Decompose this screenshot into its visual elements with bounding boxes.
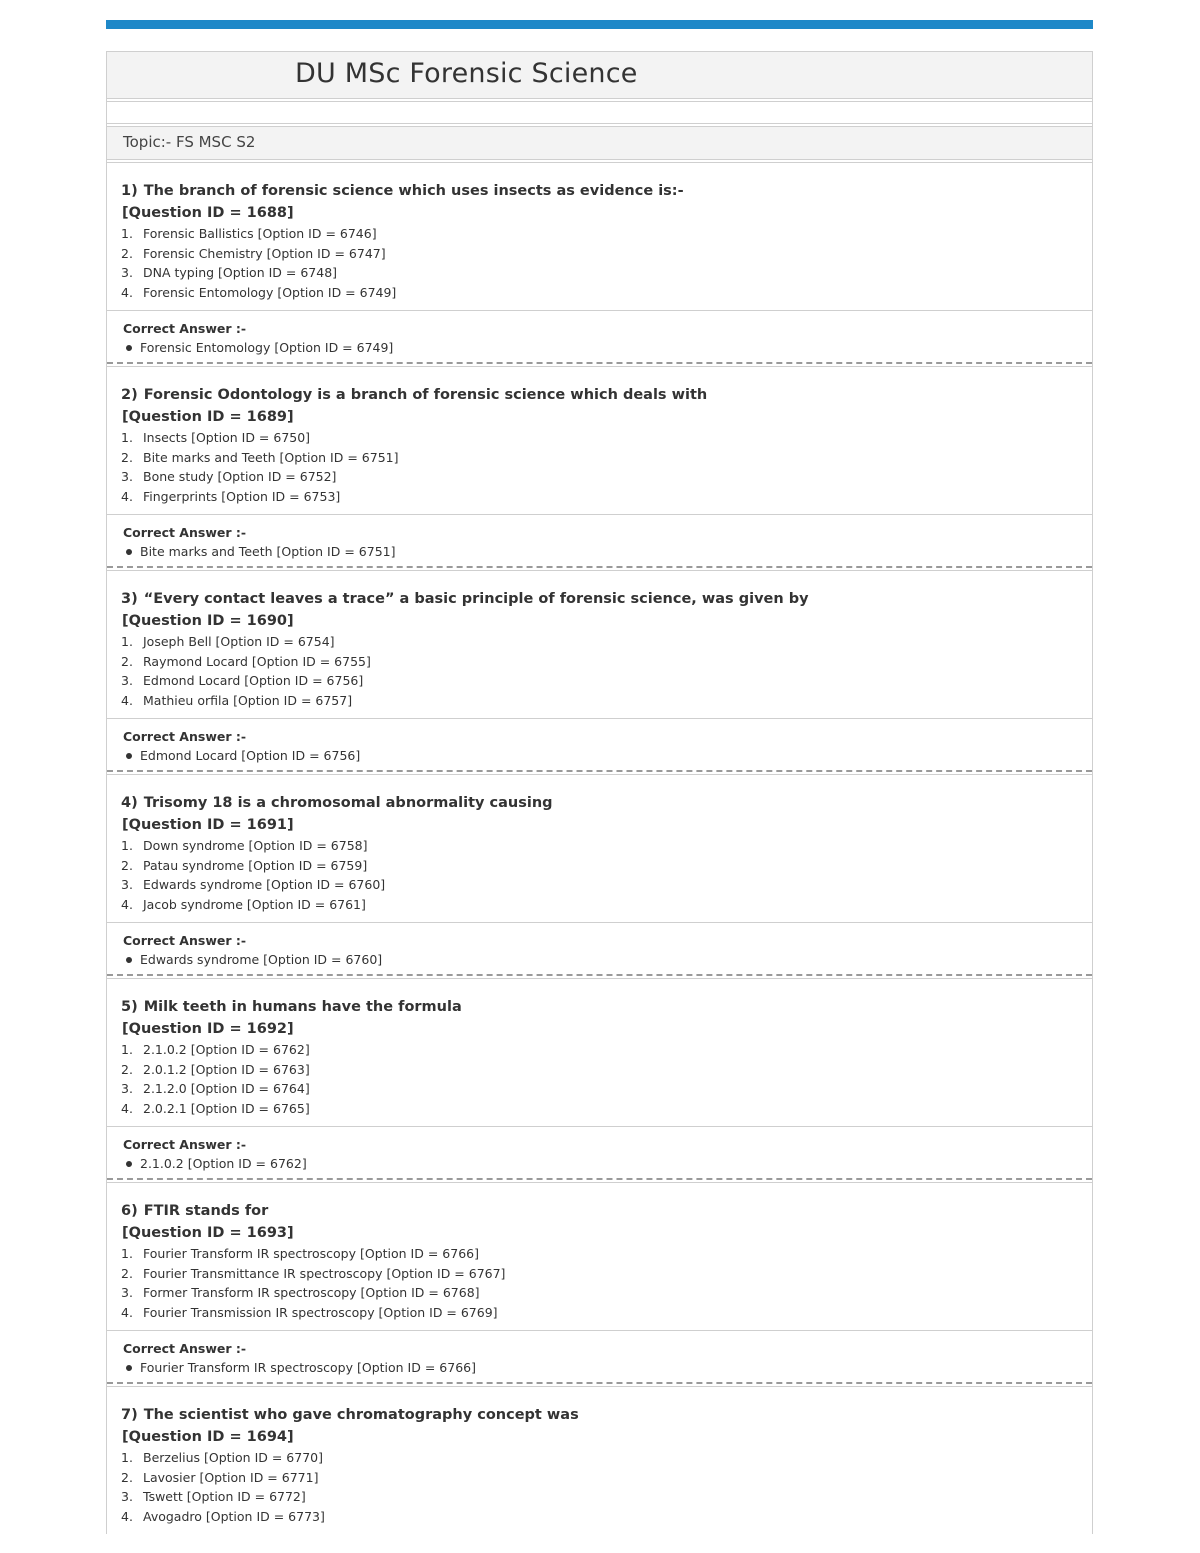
question-text-line xyxy=(121,793,1092,814)
option-text: Forensic Entomology [Option ID = 6749] xyxy=(143,284,397,300)
question-text: Milk teeth in humans have the formula xyxy=(143,999,462,1015)
question-text: The scientist who gave chromatography concept was xyxy=(143,1407,579,1423)
correct-answer-value xyxy=(123,1154,1092,1174)
question-text-line xyxy=(121,1405,1092,1426)
option-number: 1. xyxy=(121,1042,133,1057)
option-item xyxy=(121,448,1092,468)
option-text: Fingerprints [Option ID = 6753] xyxy=(143,488,341,504)
question-block xyxy=(107,162,1092,310)
option-item xyxy=(121,224,1092,244)
question-number: 5) xyxy=(121,999,138,1015)
option-number: 1. xyxy=(121,430,133,445)
correct-answer-value xyxy=(123,542,1092,562)
correct-answer-block xyxy=(107,922,1092,976)
question-text: Forensic Odontology is a branch of forensic science which deals with xyxy=(143,387,708,403)
question-id: [Question ID = 1691] xyxy=(122,817,294,833)
option-number: 2. xyxy=(121,245,133,261)
correct-answer-label: Correct Answer :- xyxy=(123,1341,247,1356)
option-text: 2.1.0.2 [Option ID = 6762] xyxy=(143,1042,310,1057)
option-text: Avogadro [Option ID = 6773] xyxy=(143,1508,325,1524)
question-block xyxy=(107,1182,1092,1330)
question-id: [Question ID = 1694] xyxy=(122,1429,294,1445)
option-item xyxy=(121,283,1092,303)
option-item xyxy=(121,428,1092,448)
option-list xyxy=(121,836,1092,914)
option-text: Berzelius [Option ID = 6770] xyxy=(143,1450,323,1465)
question-block xyxy=(107,978,1092,1126)
question-number: 2) xyxy=(121,387,138,403)
option-text: Down syndrome [Option ID = 6758] xyxy=(143,838,368,853)
option-item xyxy=(121,1448,1092,1468)
option-text: 2.0.2.1 [Option ID = 6765] xyxy=(143,1100,310,1116)
option-item xyxy=(121,1244,1092,1264)
question-text: “Every contact leaves a trace” a basic principle of forensic science, was given by xyxy=(143,591,809,607)
option-list xyxy=(121,1040,1092,1118)
question-text: The branch of forensic science which uses insects as evidence is:- xyxy=(143,183,684,199)
option-item xyxy=(121,836,1092,856)
option-item xyxy=(121,467,1092,487)
question-text-line xyxy=(121,1201,1092,1222)
option-number: 3. xyxy=(121,265,133,280)
option-item xyxy=(121,1060,1092,1080)
option-number: 1. xyxy=(121,634,133,649)
option-text: Bone study [Option ID = 6752] xyxy=(143,469,337,484)
correct-answer-value xyxy=(123,338,1092,358)
option-list xyxy=(121,632,1092,710)
option-item xyxy=(121,487,1092,507)
option-number: 3. xyxy=(121,1081,133,1096)
option-text: Mathieu orfila [Option ID = 6757] xyxy=(143,692,353,708)
correct-answer-label: Correct Answer :- xyxy=(123,321,247,336)
option-number: 3. xyxy=(121,469,133,484)
correct-answer-value xyxy=(123,950,1092,970)
option-text: Former Transform IR spectroscopy [Option ID = 6768] xyxy=(143,1285,480,1300)
bullet-icon xyxy=(126,957,132,963)
option-text: Joseph Bell [Option ID = 6754] xyxy=(143,634,335,649)
question-text-line xyxy=(121,385,1092,406)
question-block xyxy=(107,366,1092,514)
option-item xyxy=(121,1468,1092,1488)
option-item xyxy=(121,1099,1092,1119)
option-number: 4. xyxy=(121,488,133,504)
option-number: 1. xyxy=(121,226,133,241)
option-number: 2. xyxy=(121,857,133,873)
option-number: 1. xyxy=(121,1246,133,1261)
option-text: Edwards syndrome [Option ID = 6760] xyxy=(143,877,386,892)
option-number: 3. xyxy=(121,1285,133,1300)
question-list xyxy=(107,162,1092,1534)
question-text: Trisomy 18 is a chromosomal abnormality causing xyxy=(143,795,553,811)
option-list xyxy=(121,428,1092,506)
option-text: Insects [Option ID = 6750] xyxy=(143,430,311,445)
option-text: Forensic Chemistry [Option ID = 6747] xyxy=(143,245,386,261)
correct-answer-text: Forensic Entomology [Option ID = 6749] xyxy=(140,340,394,355)
option-item xyxy=(121,1079,1092,1099)
question-block xyxy=(107,774,1092,922)
option-number: 4. xyxy=(121,1304,133,1320)
option-list xyxy=(121,224,1092,302)
question-id: [Question ID = 1689] xyxy=(122,409,294,425)
bullet-icon xyxy=(126,753,132,759)
correct-answer-text: Edwards syndrome [Option ID = 6760] xyxy=(140,952,383,967)
question-text-line xyxy=(121,997,1092,1018)
topic-label: Topic:- FS MSC S2 xyxy=(123,133,256,151)
option-item xyxy=(121,1303,1092,1323)
option-text: DNA typing [Option ID = 6748] xyxy=(143,265,338,280)
correct-answer-value xyxy=(123,1358,1092,1378)
question-id: [Question ID = 1690] xyxy=(122,613,294,629)
option-item xyxy=(121,895,1092,915)
option-number: 2. xyxy=(121,1061,133,1077)
question-number: 6) xyxy=(121,1203,138,1219)
document-title: DU MSc Forensic Science xyxy=(295,58,638,89)
option-item xyxy=(121,263,1092,283)
option-item xyxy=(121,244,1092,264)
option-number: 2. xyxy=(121,449,133,465)
option-number: 4. xyxy=(121,284,133,300)
option-item xyxy=(121,1264,1092,1284)
option-list xyxy=(121,1448,1092,1526)
top-accent-bar xyxy=(106,20,1093,29)
option-text: Edmond Locard [Option ID = 6756] xyxy=(143,673,364,688)
question-number: 7) xyxy=(121,1407,138,1423)
topic-row xyxy=(107,126,1092,160)
option-number: 1. xyxy=(121,1450,133,1465)
option-text: Bite marks and Teeth [Option ID = 6751] xyxy=(143,449,399,465)
option-text: Fourier Transmittance IR spectroscopy [Option ID = 6767] xyxy=(143,1265,506,1281)
bullet-icon xyxy=(126,549,132,555)
question-block xyxy=(107,1386,1092,1534)
option-number: 2. xyxy=(121,653,133,669)
bullet-icon xyxy=(126,345,132,351)
option-text: Jacob syndrome [Option ID = 6761] xyxy=(143,896,366,912)
option-number: 3. xyxy=(121,673,133,688)
question-number: 3) xyxy=(121,591,138,607)
correct-answer-block xyxy=(107,514,1092,568)
option-text: Lavosier [Option ID = 6771] xyxy=(143,1469,319,1485)
option-number: 4. xyxy=(121,896,133,912)
option-number: 4. xyxy=(121,1100,133,1116)
option-item xyxy=(121,1040,1092,1060)
question-text-line xyxy=(121,589,1092,610)
title-row xyxy=(107,52,1092,99)
question-number: 4) xyxy=(121,795,138,811)
correct-answer-label: Correct Answer :- xyxy=(123,729,247,744)
question-text-line xyxy=(121,181,1092,202)
question-id: [Question ID = 1693] xyxy=(122,1225,294,1241)
option-item xyxy=(121,1487,1092,1507)
option-item xyxy=(121,691,1092,711)
question-text: FTIR stands for xyxy=(143,1203,269,1219)
option-number: 1. xyxy=(121,838,133,853)
correct-answer-text: Fourier Transform IR spectroscopy [Option ID = 6766] xyxy=(140,1360,476,1375)
correct-answer-text: Edmond Locard [Option ID = 6756] xyxy=(140,748,361,763)
option-text: 2.0.1.2 [Option ID = 6763] xyxy=(143,1061,310,1077)
correct-answer-label: Correct Answer :- xyxy=(123,1137,247,1152)
correct-answer-value xyxy=(123,746,1092,766)
option-text: Patau syndrome [Option ID = 6759] xyxy=(143,857,368,873)
option-text: Fourier Transform IR spectroscopy [Option ID = 6766] xyxy=(143,1246,479,1261)
correct-answer-text: Bite marks and Teeth [Option ID = 6751] xyxy=(140,544,396,559)
question-id: [Question ID = 1688] xyxy=(122,205,294,221)
question-block xyxy=(107,570,1092,718)
option-text: Fourier Transmission IR spectroscopy [Option ID = 6769] xyxy=(143,1304,498,1320)
question-number: 1) xyxy=(121,183,138,199)
correct-answer-label: Correct Answer :- xyxy=(123,525,247,540)
document-frame xyxy=(106,51,1093,1534)
option-item xyxy=(121,1283,1092,1303)
option-item xyxy=(121,856,1092,876)
option-text: Tswett [Option ID = 6772] xyxy=(143,1489,306,1504)
option-item xyxy=(121,671,1092,691)
option-item xyxy=(121,652,1092,672)
option-number: 4. xyxy=(121,692,133,708)
correct-answer-label: Correct Answer :- xyxy=(123,933,247,948)
bullet-icon xyxy=(126,1365,132,1371)
option-item xyxy=(121,1507,1092,1527)
correct-answer-block xyxy=(107,1330,1092,1384)
option-number: 4. xyxy=(121,1508,133,1524)
option-number: 3. xyxy=(121,877,133,892)
correct-answer-block xyxy=(107,1126,1092,1180)
correct-answer-block xyxy=(107,310,1092,364)
option-text: 2.1.2.0 [Option ID = 6764] xyxy=(143,1081,310,1096)
option-text: Forensic Ballistics [Option ID = 6746] xyxy=(143,226,377,241)
spacer-row xyxy=(107,101,1092,124)
correct-answer-block xyxy=(107,718,1092,772)
option-item xyxy=(121,632,1092,652)
option-number: 3. xyxy=(121,1489,133,1504)
bullet-icon xyxy=(126,1161,132,1167)
question-id: [Question ID = 1692] xyxy=(122,1021,294,1037)
option-number: 2. xyxy=(121,1265,133,1281)
correct-answer-text: 2.1.0.2 [Option ID = 6762] xyxy=(140,1156,307,1171)
option-item xyxy=(121,875,1092,895)
option-text: Raymond Locard [Option ID = 6755] xyxy=(143,653,371,669)
option-number: 2. xyxy=(121,1469,133,1485)
option-list xyxy=(121,1244,1092,1322)
